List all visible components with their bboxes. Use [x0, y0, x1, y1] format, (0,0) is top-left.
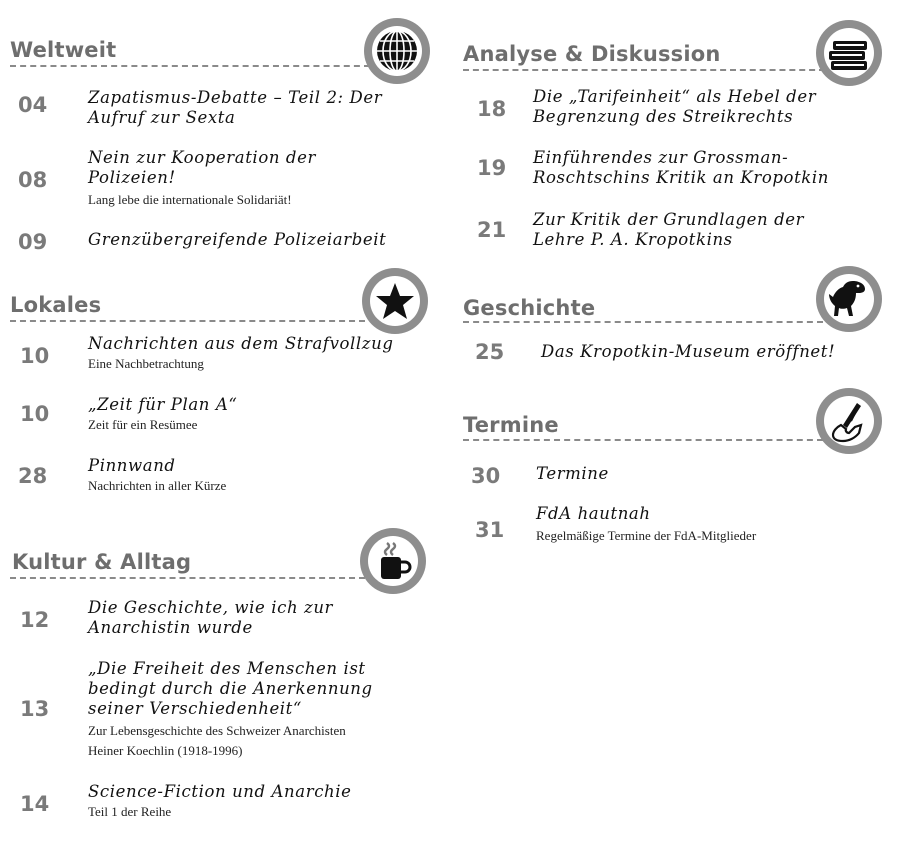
section-icon-badge: [816, 266, 882, 332]
section-heading: Kultur & Alltag: [12, 550, 192, 574]
section-divider: [10, 320, 365, 322]
entry-title: Science-Fiction und Anarchie: [88, 782, 352, 801]
toc-entry[interactable]: [463, 338, 893, 368]
toc-entry[interactable]: [10, 334, 430, 378]
books-icon: [827, 31, 871, 75]
entry-subtitle: Teil 1 der Reihe: [88, 804, 172, 819]
page-number: 08: [18, 168, 48, 192]
entry-subtitle: Regelmäßige Termine der FdA-Mitglieder: [536, 528, 757, 543]
page-number: 04: [18, 93, 48, 117]
entry-title: FdA hautnah: [536, 504, 651, 523]
entry-title: Nein zur Kooperation der Polizeien!: [88, 148, 316, 187]
star-icon: [373, 279, 417, 323]
page-number: 10: [20, 344, 50, 368]
entry-title: „Zeit für Plan A“: [88, 395, 238, 414]
entry-title: Die „Tarifeinheit“ als Hebel der Begrenzung des Streikrechts: [533, 87, 817, 126]
toc-entry[interactable]: [463, 462, 893, 492]
toc-entry[interactable]: [10, 395, 430, 439]
section-heading: Weltweit: [10, 38, 117, 62]
entry-title: Die Geschichte, wie ich zur Anarchistin wurde: [88, 598, 334, 637]
toc-entry[interactable]: [10, 148, 430, 208]
section-kultur-alltag: [10, 528, 435, 828]
toc-entry[interactable]: [10, 88, 430, 132]
section-heading: Termine: [463, 413, 559, 437]
section-heading: Geschichte: [463, 296, 596, 320]
page-number: 28: [18, 464, 48, 488]
hand-writing-icon: [827, 399, 871, 443]
section-icon-badge: [360, 528, 426, 594]
section-termine: [463, 388, 893, 558]
entry-title: Das Kropotkin-Museum eröffnet!: [541, 342, 836, 361]
entry-title: Termine: [536, 464, 609, 483]
section-heading: Lokales: [10, 293, 102, 317]
entry-title: Pinnwand: [88, 456, 176, 475]
entry-title: Zapatismus-Debatte – Teil 2: Der Aufruf zur Sexta: [88, 88, 383, 127]
dinosaur-icon: [827, 277, 871, 321]
entry-title: Grenzübergreifende Polizeiarbeit: [88, 230, 387, 249]
section-icon-badge: [816, 388, 882, 454]
entry-subtitle: Zeit für ein Resümee: [88, 417, 198, 432]
section-icon-badge: [816, 20, 882, 86]
coffee-mug-icon: [371, 539, 415, 583]
page-number: 12: [20, 608, 50, 632]
entry-subtitle: Zur Lebensgeschichte des Schweizer Anarchisten Heiner Koechlin (1918-1996): [88, 723, 346, 758]
section-icon-badge: [364, 18, 430, 84]
entry-subtitle: Eine Nachbetrachtung: [88, 356, 204, 371]
section-divider: [463, 69, 825, 71]
page-number: 13: [20, 697, 50, 721]
toc-entry[interactable]: [463, 148, 893, 192]
toc-entry[interactable]: [10, 659, 430, 759]
toc-entry[interactable]: [10, 456, 430, 500]
page-number: 18: [477, 97, 507, 121]
globe-icon: [375, 29, 419, 73]
toc-entry[interactable]: [10, 598, 430, 642]
section-analyse-diskussion: [463, 20, 893, 260]
entry-title: Nachrichten aus dem Strafvollzug: [88, 334, 394, 353]
section-lokales: [10, 268, 435, 498]
toc-entry[interactable]: [10, 782, 430, 826]
toc-entry[interactable]: [463, 210, 893, 254]
entry-title: Einführendes zur Grossman- Roschtschins Kritik an Kropotkin: [533, 148, 830, 187]
section-geschichte: [463, 266, 893, 376]
section-weltweit: [10, 18, 435, 258]
section-divider: [10, 65, 370, 67]
page-number: 21: [477, 218, 507, 242]
entry-subtitle: Lang lebe die internationale Solidariät!: [88, 192, 292, 207]
entry-title: Zur Kritik der Grundlagen der Lehre P. A. Kropotkins: [533, 210, 805, 249]
section-heading: Analyse & Diskussion: [463, 42, 721, 66]
page-number: 14: [20, 792, 50, 816]
section-divider: [463, 439, 823, 441]
section-divider: [10, 577, 365, 579]
page-number: 25: [475, 340, 505, 364]
toc-entry[interactable]: [10, 230, 430, 256]
section-icon-badge: [362, 268, 428, 334]
toc-entry[interactable]: [463, 87, 893, 131]
entry-title: „Die Freiheit des Menschen ist bedingt durch die Anerkennung seiner Verschiedenheit“: [88, 659, 373, 718]
entry-subtitle: Nachrichten in aller Kürze: [88, 478, 227, 493]
page-number: 30: [471, 464, 501, 488]
page-number: 09: [18, 230, 48, 254]
page-number: 31: [475, 518, 505, 542]
page-number: 10: [20, 402, 50, 426]
section-divider: [463, 321, 823, 323]
toc-entry[interactable]: [463, 504, 893, 548]
page-number: 19: [477, 156, 507, 180]
